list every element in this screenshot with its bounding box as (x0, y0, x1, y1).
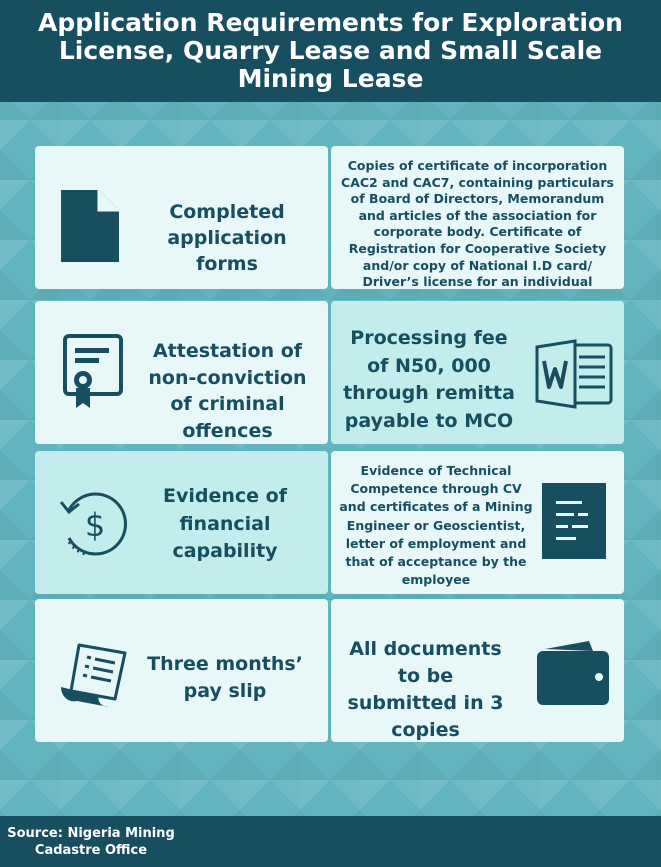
card-pay-slip (35, 599, 328, 742)
text-document-icon (542, 483, 606, 559)
card-application-forms (35, 146, 328, 289)
word-document-icon (535, 339, 615, 409)
wallet-icon (537, 641, 609, 705)
certificate-icon (63, 334, 123, 412)
footer-bar (0, 816, 661, 867)
receipt-icon (57, 639, 129, 711)
card-label: Completed application forms (167, 201, 287, 275)
card-certificates (331, 146, 624, 289)
source-text: Source: Nigeria Mining Cadastre Office (7, 826, 175, 858)
card-label: Three months’ pay slip (147, 653, 303, 702)
card-label: Processing fee of N50, 000 through remitta payable to MCO (343, 327, 515, 432)
dollar-refresh-icon (55, 486, 131, 562)
card-three-copies (331, 599, 624, 742)
card-processing-fee (331, 301, 624, 444)
card-label: All documents to be submitted in 3 copies (347, 638, 504, 741)
card-label: Evidence of financial capability (163, 485, 287, 562)
svg-text:$: $ (84, 506, 106, 544)
card-technical-competence (331, 451, 624, 594)
card-label: Attestation of non-conviction of criminal offences (148, 340, 307, 442)
card-label: Evidence of Technical Competence through CV and certificates of a Mining Engineer or Geoscientist, letter of employment and that of acceptance by the employee (339, 463, 533, 588)
document-icon (61, 190, 119, 262)
card-label: Copies of certificate of incorporation CAC2 and CAC7, containing particulars of Board of Directors, Memorandum and articles of the association for corporate body. Certificate of Registration for Cooperative Society and/or copy of National I.D card/ Driver’s license for an individual (341, 158, 614, 290)
card-attestation (35, 301, 328, 444)
page-title: Application Requirements for Exploration License, Quarry Lease and Small Scale Mining Lease (38, 8, 623, 93)
header-banner (0, 0, 661, 102)
card-financial-capability (35, 451, 328, 594)
